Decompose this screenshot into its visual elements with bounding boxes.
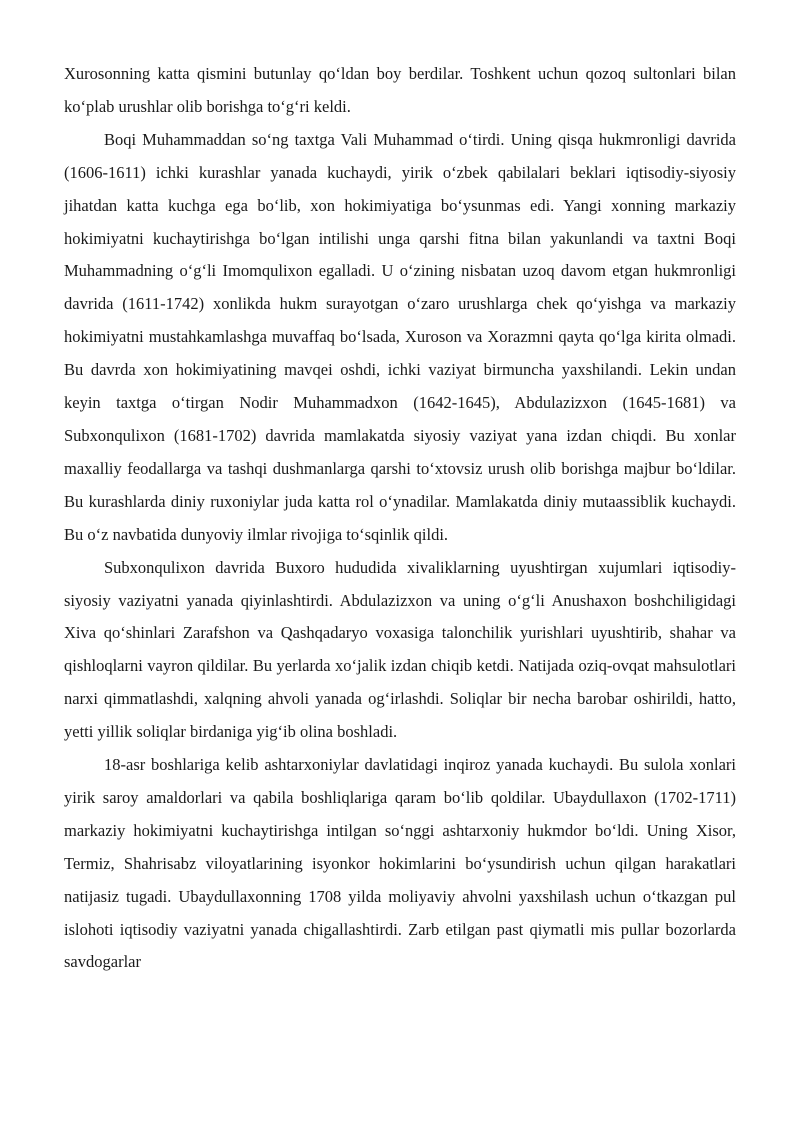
paragraph-subxonqulixon: Subxonqulixon davrida Buxoro hududida xivaliklarning uyushtirgan xujumlari iqtisodiy-siyosiy vaziyatni yanada qiyinlashtirdi. Abdulazizxon va uning o‘g‘li Anushaxon boshchiligidagi Xiva qo‘shinlari Zarafshon va Qashqadaryo voxasiga talonchilik yurishlari uyushtirib, shahar va qishloqlarni vayron qildilar. Bu yerlarda xo‘jalik izdan chiqib ketdi. Natijada oziq-ovqat mahsulotlari narxi qimmatlashdi, xalqning ahvoli yanada og‘irlashdi. Soliqlar bir necha barobar oshirildi, hatto, yetti yillik soliqlar birdaniga yig‘ib olina boshladi. xyxy=(64,557,736,742)
document-page xyxy=(64,58,736,979)
paragraph-continuation: Xurosonning katta qismini butunlay qo‘ldan boy berdilar. Toshkent uchun qozoq sultonlari bilan ko‘plab urushlar olib borishga to‘g‘ri keldi. xyxy=(64,64,736,116)
paragraph-18th-century: 18-asr boshlariga kelib ashtarxoniylar davlatidagi inqiroz yanada kuchaydi. Bu sulola xonlari yirik saroy amaldorlari va qabila boshliqlariga qaram bo‘lib qoldilar. Ubaydullaxon (1702-1711) markaziy hokimiyatni kuchaytirishga intilgan so‘nggi ashtarxoniy hukmdor bo‘ldi. Uning Xisor, Termiz, Shahrisabz viloyatlarining isyonkor hokimlarini bo‘ysundirish uchun qilgan harakatlari natijasiz tugadi. Ubaydullaxonning 1708 yilda moliyaviy ahvolni yaxshilash uchun o‘tkazgan pul islohoti iqtisodiy vaziyatni yanada chigallashtirdi. Zarb etilgan past qiymatli mis pullar bozorlarda savdogarlar xyxy=(64,755,736,972)
paragraph-vali-muhammad: Boqi Muhammaddan so‘ng taxtga Vali Muhammad o‘tirdi. Uning qisqa hukmronligi davrida (1606-1611) ichki kurashlar yanada kuchaydi, yirik o‘zbek qabilalari beklari iqtisodiy-siyosiy jihatdan katta kuchga ega bo‘lib, xon hokimiyatiga bo‘ysunmas edi. Yangi xonning markaziy hokimiyatni kuchaytirishga bo‘lgan intilishi unga qarshi fitna bilan yakunlandi va taxtni Boqi Muhammadning o‘g‘li Imomqulixon egalladi. U o‘zining nisbatan uzoq davom etgan hukmronligi davrida (1611-1742) xonlikda hukm surayotgan o‘zaro urushlarga chek qo‘yishga va markaziy hokimiyatni mustahkamlashga muvaffaq bo‘lsada, Xuroson va Xorazmni qayta qo‘lga kirita olmadi. Bu davrda xon hokimiyatining mavqei oshdi, ichki vaziyat birmuncha yaxshilandi. Lekin undan keyin taxtga o‘tirgan Nodir Muhammadxon (1642-1645), Abdulazizxon (1645-1681) va Subxonqulixon (1681-1702) davrida mamlakatda siyosiy vaziyat yana izdan chiqdi. Bu xonlar maxalliy feodallarga va tashqi dushmanlarga qarshi to‘xtovsiz urush olib borishga majbur bo‘ldilar. Bu kurashlarda diniy ruxoniylar juda katta rol o‘ynadilar. Mamlakatda diniy mutaassiblik kuchaydi. Bu o‘z navbatida dunyoviy ilmlar rivojiga to‘sqinlik qildi. xyxy=(64,129,736,544)
